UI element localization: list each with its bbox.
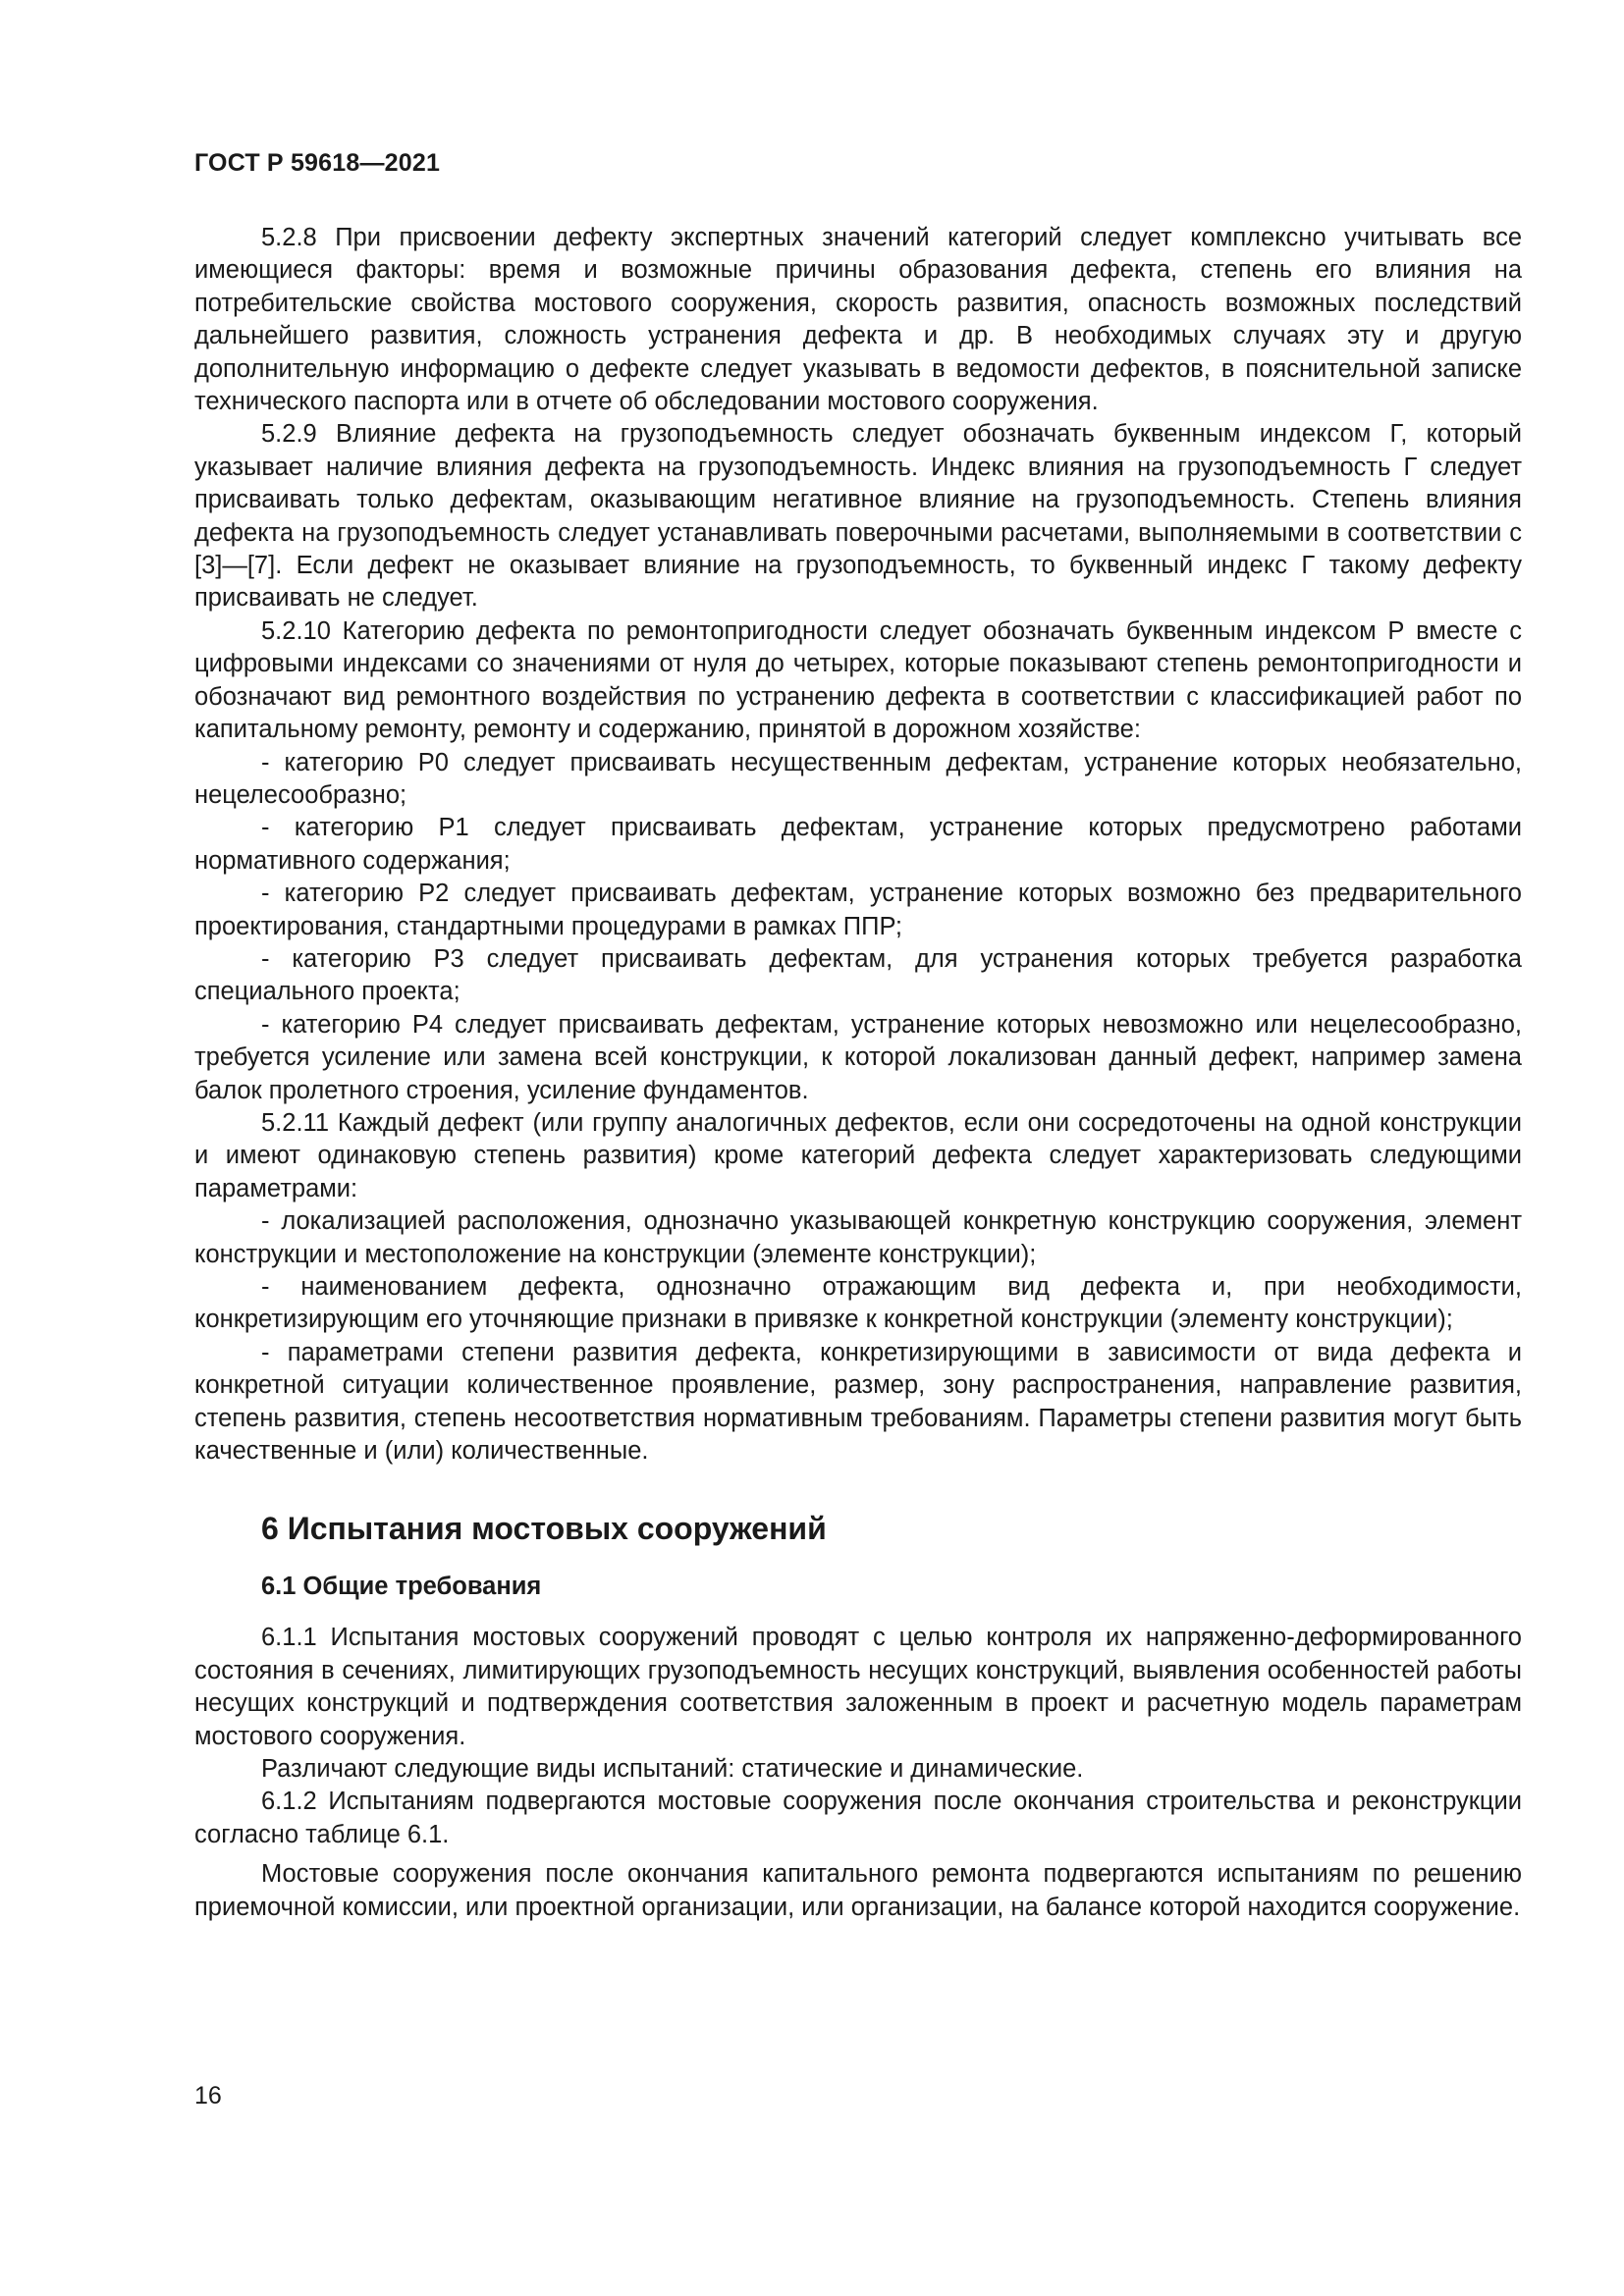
list-item-p0: - категорию Р0 следует присваивать несущественным дефектам, устранение которых необязательно, нецелесообразно;: [194, 748, 1522, 809]
page-number: 16: [194, 2082, 222, 2109]
paragraph-6-1-2: 6.1.2 Испытаниям подвергаются мостовые сооружения после окончания строительства и реконструкции согласно таблице 6.1.: [194, 1788, 1522, 1848]
paragraph-5-2-9: 5.2.9 Влияние дефекта на грузоподъемность следует обозначать буквенным индексом Г, который указывает наличие влияния дефекта на грузоподъемность. Индекс влияния на грузоподъемность Г следует присваивать только дефектам, оказывающим негативное влияние на грузоподъемность. Степень влияния дефекта на грузоподъемность следует устанавливать поверочными расчетами, выполняемыми в соответствии с [3]—[7]. Если дефект не оказывает влияние на грузоподъемность, то буквенный индекс Г такому дефекту присваивать не следует.: [194, 420, 1522, 613]
paragraph-test-types: Различают следующие виды испытаний: статические и динамические.: [261, 1755, 1084, 1784]
paragraph-6-1-1: 6.1.1 Испытания мостовых сооружений проводят с целью контроля их напряженно-деформированного состояния в сечениях, лимитирующих грузоподъемность несущих конструкций, выявления особенностей работы несущих конструкций и подтверждения соответствия заложенным в проект и расчетную модель параметрам мостового сооружения.: [194, 1624, 1522, 1750]
paragraph-5-2-8: 5.2.8 При присвоении дефекту экспертных значений категорий следует комплексно учитывать все имеющиеся факторы: время и возможные причины образования дефекта, степень его влияния на потребительские свойства мостового сооружения, скорость развития, опасность возможных последствий дальнейшего развития, сложность устранения дефекта и др. В необходимых случаях эту и другую дополнительную информацию о дефекте следует указывать в ведомости дефектов, в пояснительной записке технического паспорта или в отчете об обследовании мостового сооружения.: [194, 224, 1522, 416]
subsection-title: 6.1 Общие требования: [261, 1573, 542, 1601]
list-item-p4: - категорию Р4 следует присваивать дефектам, устранение которых невозможно или нецелесообразно, требуется усиление или замена всей конструкции, к которой локализован данный дефект, например замена балок пролетного строения, усиление фундаментов.: [194, 1010, 1522, 1104]
paragraph-5-2-11: 5.2.11 Каждый дефект (или группу аналогичных дефектов, если они сосредоточены на одной конструкции и имеют одинаковую степень развития) кроме категорий дефекта следует характеризовать следующими параметрами:: [194, 1108, 1522, 1202]
list-item-development-params: - параметрами степени развития дефекта, конкретизирующими в зависимости от вида дефекта и конкретной ситуации количественное проявление, размер, зону распространения, направление развития, степень развития, степень несоответствия нормативным требованиям. Параметры степени развития могут быть качественные и (или) количественные.: [194, 1338, 1522, 1466]
list-item-localization: - локализацией расположения, однозначно указывающей конкретную конструкцию сооружения, элемент конструкции и местоположение на конструкции (элементе конструкции);: [194, 1207, 1522, 1268]
list-item-p2: - категорию Р2 следует присваивать дефектам, устранение которых возможно без предварительного проектирования, стандартными процедурами в рамках ППР;: [194, 880, 1522, 940]
section-title: 6 Испытания мостовых сооружений: [261, 1511, 827, 1547]
list-item-defect-name: - наименованием дефекта, однозначно отражающим вид дефекта и, при необходимости, конкретизирующим его уточняющие признаки в привязке к конкретной конструкции (элементу конструкции);: [194, 1273, 1522, 1334]
document-body: [194, 222, 1522, 1924]
list-item-p3: - категорию Р3 следует присваивать дефектам, для устранения которых требуется разработка специального проекта;: [194, 944, 1522, 1006]
paragraph-capital-repair: Мостовые сооружения после окончания капитального ремонта подвергаются испытаниям по решению приемочной комиссии, или проектной организации, или организации, на балансе которой находится сооружение.: [194, 1860, 1522, 1921]
paragraph-5-2-10: 5.2.10 Категорию дефекта по ремонтопригодности следует обозначать буквенным индексом Р вместе с цифровыми индексами со значениями от нуля до четырех, которые показывают степень ремонтопригодности и обозначают вид ремонтного воздействия по устранению дефекта в соответствии с классификацией работ по капитальному ремонту, ремонту и содержанию, принятой в дорожном хозяйстве:: [194, 616, 1522, 744]
document-code-header: ГОСТ Р 59618—2021: [194, 149, 441, 177]
list-item-p1: - категорию Р1 следует присваивать дефектам, устранение которых предусмотрено работами нормативного содержания;: [194, 814, 1522, 875]
